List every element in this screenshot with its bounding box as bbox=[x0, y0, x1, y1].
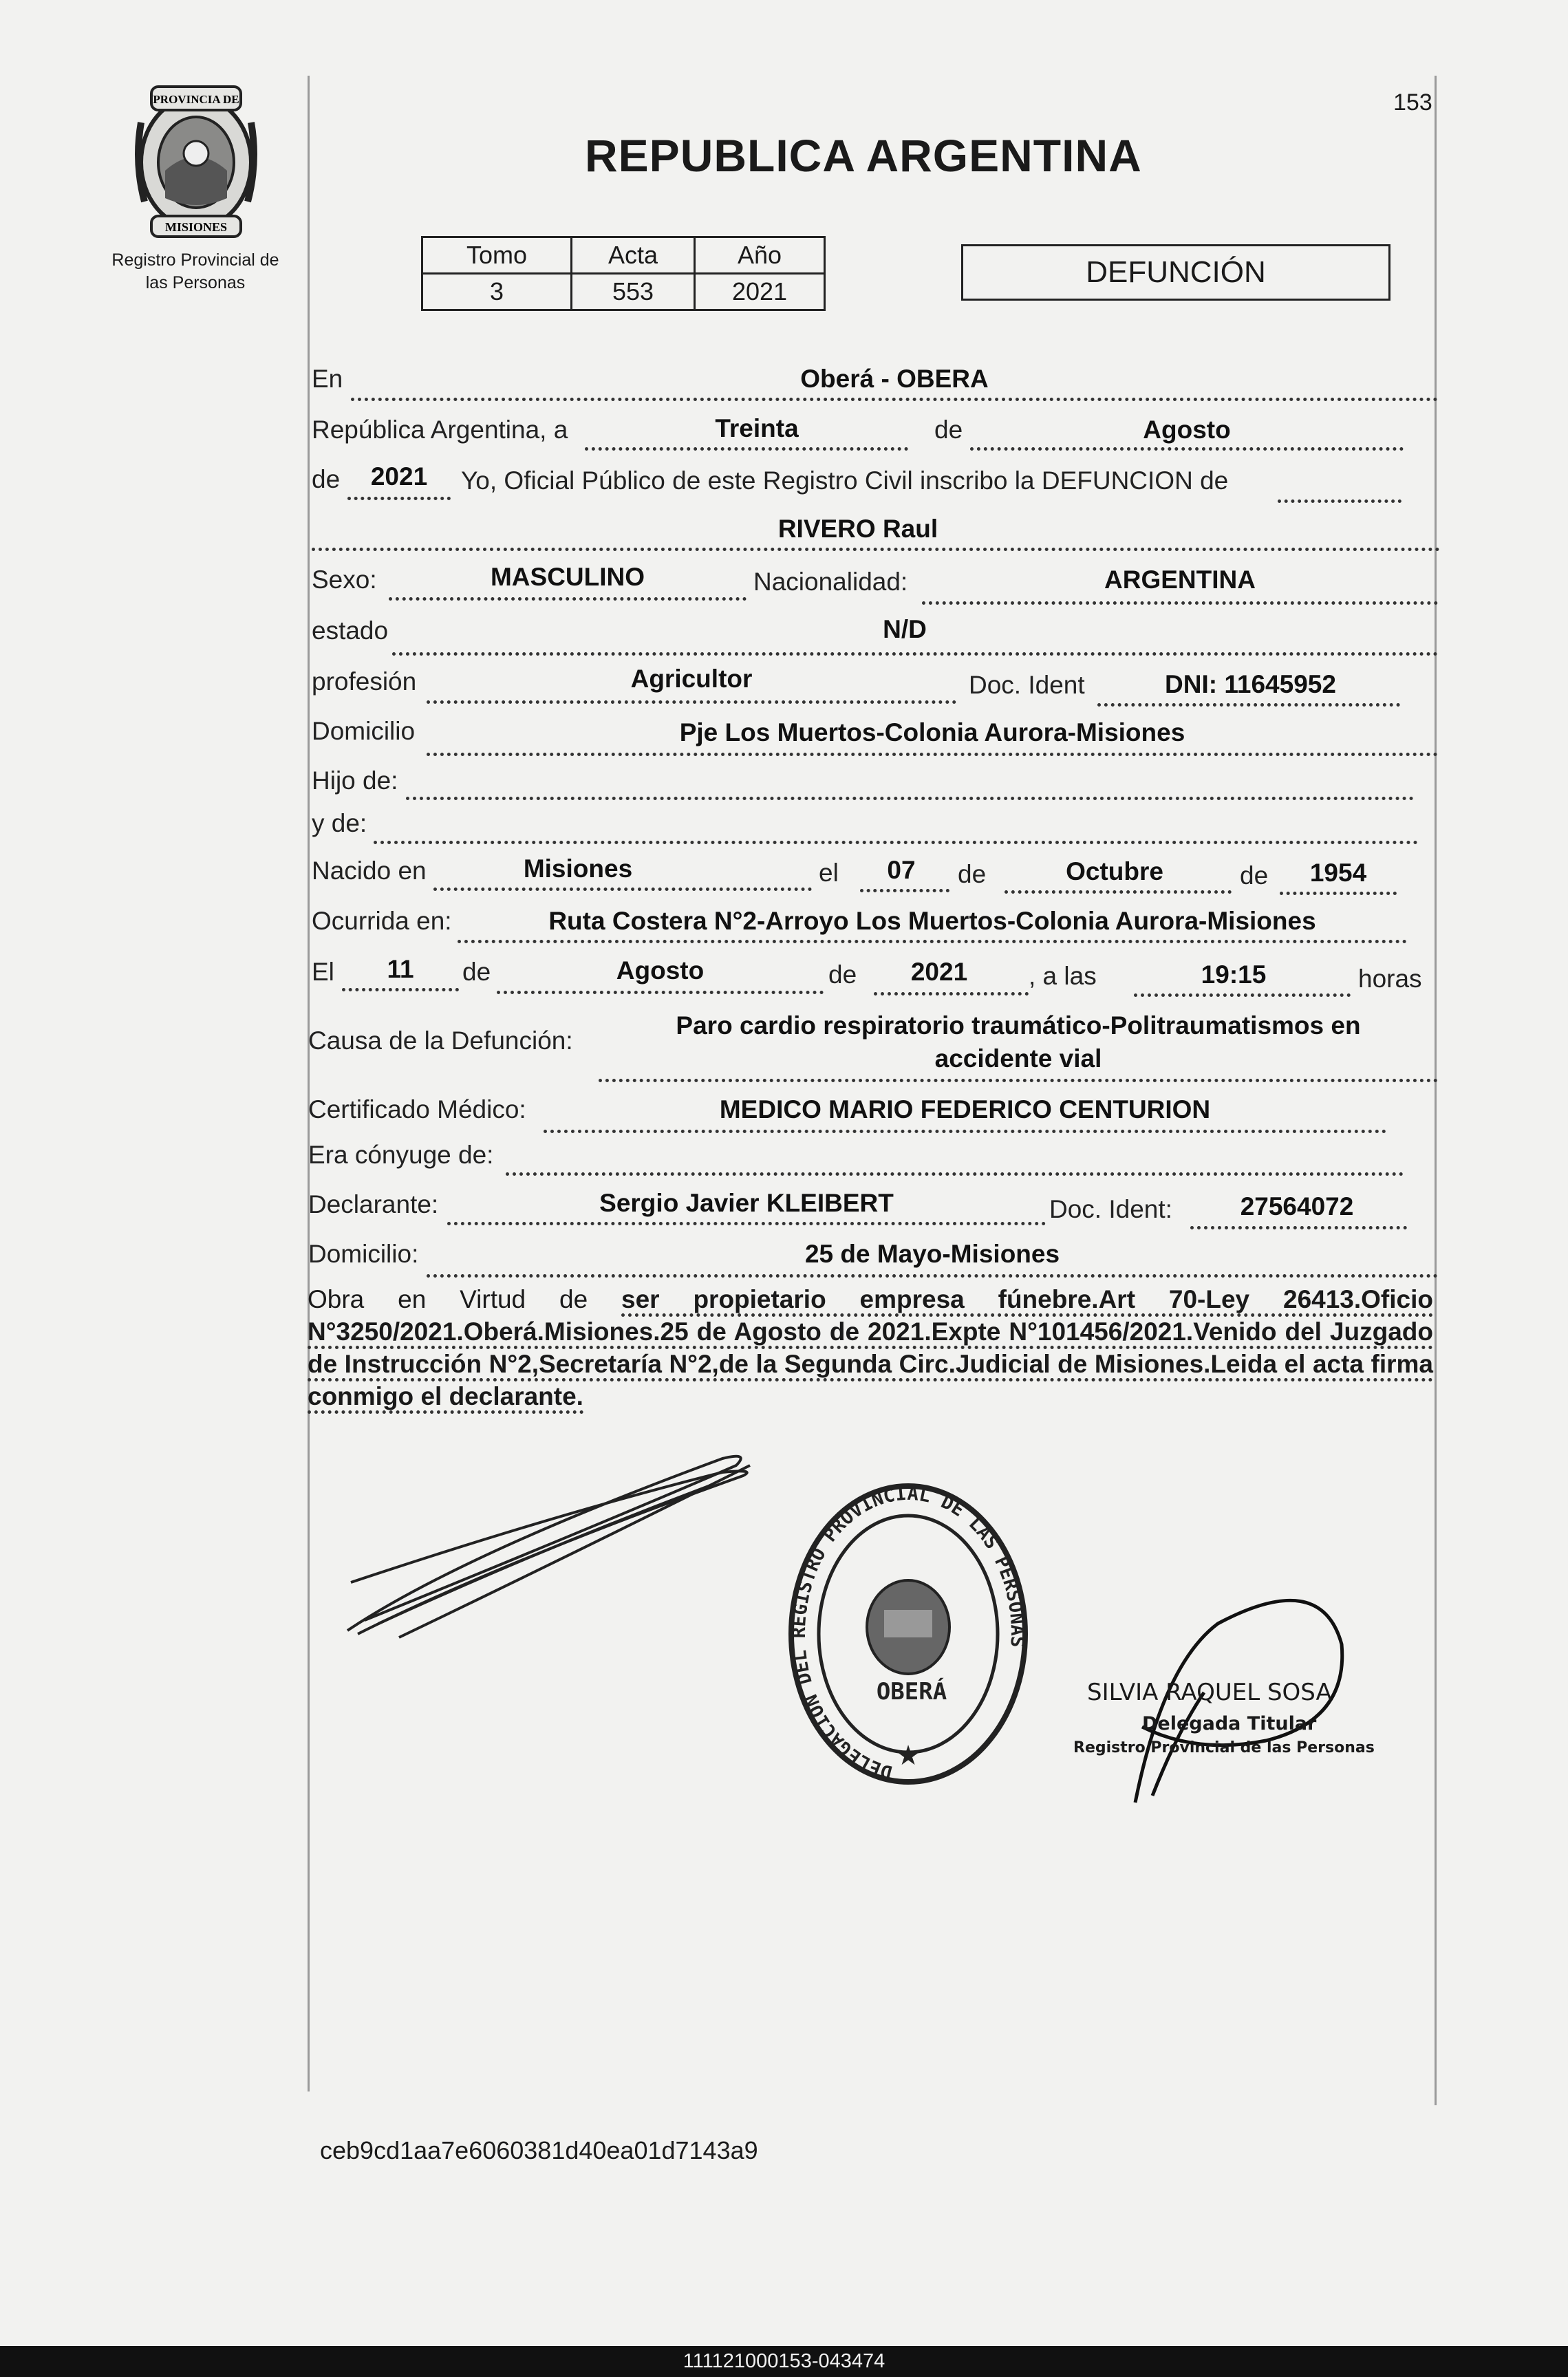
declarante-line bbox=[447, 1222, 1046, 1225]
nac-anio-value: 1954 bbox=[1309, 859, 1367, 887]
def-anio-line bbox=[874, 992, 1029, 996]
hijo-line bbox=[406, 797, 1414, 800]
conyuge-label: Era cónyuge de: bbox=[308, 1141, 494, 1169]
de-label-3: de bbox=[958, 860, 987, 888]
decl-doc-label: Doc. Ident: bbox=[1049, 1195, 1172, 1223]
hora-line bbox=[1134, 993, 1351, 997]
logo-text-bottom: MISIONES bbox=[164, 220, 228, 234]
stamp-center-text: OBERÁ bbox=[876, 1678, 947, 1706]
nac-anio-line bbox=[1280, 892, 1397, 895]
dia-texto-value: Treinta bbox=[715, 414, 799, 442]
def-mes-value: Agosto bbox=[616, 956, 705, 985]
el-label: el bbox=[819, 859, 839, 887]
page-title: REPUBLICA ARGENTINA bbox=[585, 130, 1142, 181]
estado-line bbox=[392, 652, 1438, 656]
reference-value-row bbox=[422, 274, 825, 310]
def-mes-line bbox=[497, 991, 824, 994]
conyuge-line bbox=[506, 1172, 1404, 1176]
oficial-line bbox=[1278, 499, 1401, 503]
ocurrida-label: Ocurrida en: bbox=[312, 907, 452, 935]
mes-line bbox=[970, 447, 1404, 451]
name-line bbox=[312, 548, 1440, 551]
de-label-1: de bbox=[934, 416, 963, 444]
left-margin-line bbox=[308, 76, 310, 2091]
province-coat-of-arms bbox=[124, 81, 268, 239]
signatory-org: Registro Provincial de las Personas bbox=[1073, 1739, 1375, 1756]
obra-paragraph bbox=[308, 1283, 1433, 1412]
declarante-value: Sergio Javier KLEIBERT bbox=[599, 1189, 894, 1217]
causa-label: Causa de la Defunción: bbox=[308, 1026, 573, 1055]
nacido-lugar-line bbox=[433, 888, 812, 891]
footer-code: 111121000153-043474 bbox=[683, 2350, 885, 2372]
def-dia-value: 11 bbox=[387, 955, 414, 983]
declarant-signature bbox=[337, 1438, 764, 1651]
estado-value: N/D bbox=[883, 615, 927, 643]
domicilio-label: Domicilio bbox=[312, 717, 416, 745]
causa-line2: accidente vial bbox=[934, 1044, 1102, 1073]
El-label: El bbox=[312, 958, 334, 986]
org-name-line2: las Personas bbox=[145, 273, 246, 292]
ref-value-acta: 553 bbox=[572, 274, 695, 310]
def-dia-line bbox=[342, 988, 459, 991]
domicilio2-line bbox=[427, 1274, 1438, 1278]
mes-value: Agosto bbox=[1143, 416, 1231, 444]
page-number: 153 bbox=[1393, 89, 1432, 116]
de-label-5: de bbox=[462, 958, 491, 986]
stamp-ring-text: DELEGACION DEL REGISTRO PROVINCIAL DE LAS PERSONAS bbox=[788, 1483, 1029, 1783]
certificado-value: MEDICO MARIO FEDERICO CENTURION bbox=[719, 1095, 1211, 1123]
nac-dia-value: 07 bbox=[887, 856, 916, 884]
domicilio-line bbox=[427, 753, 1438, 756]
doc-value: DNI: 11645952 bbox=[1165, 670, 1336, 698]
de-label-2: de bbox=[312, 465, 341, 493]
yde-line bbox=[374, 841, 1418, 844]
doc-label: Doc. Ident bbox=[969, 671, 1085, 699]
horas-label: horas bbox=[1358, 965, 1422, 993]
anio-value: 2021 bbox=[370, 462, 428, 491]
profesion-label: profesión bbox=[312, 667, 417, 696]
causa-line bbox=[599, 1079, 1438, 1082]
official-stamp bbox=[781, 1472, 1035, 1796]
sexo-value: MASCULINO bbox=[490, 563, 645, 591]
ocurrida-value: Ruta Costera N°2-Arroyo Los Muertos-Colonia Aurora-Misiones bbox=[548, 907, 1316, 935]
domicilio2-value: 25 de Mayo-Misiones bbox=[804, 1240, 1060, 1268]
ref-header-tomo: Tomo bbox=[422, 237, 572, 274]
nacionalidad-line bbox=[922, 601, 1438, 605]
signatory-role: Delegada Titular bbox=[1142, 1713, 1317, 1734]
republica-label: República Argentina, a bbox=[312, 416, 568, 444]
obra-prefix: Obra en Virtud de bbox=[308, 1285, 588, 1313]
profesion-value: Agricultor bbox=[630, 665, 753, 693]
sexo-line bbox=[389, 597, 747, 601]
dia-line bbox=[585, 447, 908, 451]
document-type-box: DEFUNCIÓN bbox=[961, 244, 1390, 301]
hijo-label: Hijo de: bbox=[312, 766, 398, 795]
hora-value: 19:15 bbox=[1201, 960, 1267, 989]
ref-header-anio: Año bbox=[695, 237, 825, 274]
reference-table bbox=[421, 236, 826, 311]
oficial-text: Yo, Oficial Público de este Registro Civil inscribo la DEFUNCION de bbox=[461, 466, 1229, 495]
decl-doc-value: 27564072 bbox=[1240, 1192, 1354, 1220]
decl-doc-line bbox=[1190, 1226, 1407, 1229]
ocurrida-line bbox=[458, 940, 1407, 943]
domicilio2-label: Domicilio: bbox=[308, 1240, 419, 1268]
en-value: Oberá - OBERA bbox=[800, 365, 989, 393]
nacionalidad-label: Nacionalidad: bbox=[753, 568, 908, 596]
org-name bbox=[92, 249, 299, 294]
en-line bbox=[351, 398, 1438, 401]
de-label-6: de bbox=[828, 960, 857, 989]
de-label-4: de bbox=[1240, 861, 1269, 890]
obra-text: ser propietario empresa fúnebre.Art 70-Ley 26413.Oficio N°3250/2021.Oberá.Misiones.25 de Agosto de 2021.Expte N°101456/2021.Venido del Juzgado de Instrucción N°2,Secretaría N°2,de la Segunda Circ.Judicial de Misiones.Leida el acta firma conmigo el declarante. bbox=[308, 1285, 1433, 1414]
nacido-lugar-value: Misiones bbox=[523, 854, 633, 883]
nacionalidad-value: ARGENTINA bbox=[1104, 566, 1256, 594]
deceased-name: RIVERO Raul bbox=[777, 515, 938, 543]
signatory-name: SILVIA RAQUEL SOSA bbox=[1087, 1679, 1332, 1706]
ref-header-acta: Acta bbox=[572, 237, 695, 274]
def-anio-value: 2021 bbox=[910, 958, 968, 986]
certificado-label: Certificado Médico: bbox=[308, 1095, 526, 1123]
document-hash: ceb9cd1aa7e6060381d40ea01d7143a9 bbox=[320, 2136, 758, 2164]
stamp-star-icon: ★ bbox=[896, 1741, 921, 1771]
causa-line1: Paro cardio respiratorio traumático-Politraumatismos en bbox=[676, 1011, 1361, 1040]
profesion-line bbox=[427, 700, 956, 704]
reference-header-row bbox=[422, 237, 825, 274]
ref-value-tomo: 3 bbox=[422, 274, 572, 310]
estado-label: estado bbox=[312, 616, 389, 645]
en-label: En bbox=[312, 365, 343, 393]
sexo-label: Sexo: bbox=[312, 566, 377, 594]
nac-dia-line bbox=[860, 889, 949, 892]
nacido-label: Nacido en bbox=[312, 857, 427, 885]
right-margin-line bbox=[1435, 76, 1437, 2105]
certificado-line bbox=[544, 1130, 1386, 1133]
doc-line bbox=[1097, 703, 1400, 707]
footer-barcode-bar bbox=[0, 2346, 1568, 2377]
a-las-label: , a las bbox=[1029, 962, 1097, 990]
ref-value-anio: 2021 bbox=[695, 274, 825, 310]
logo-text-top: PROVINCIA DE bbox=[153, 93, 239, 106]
nac-mes-line bbox=[1005, 890, 1232, 894]
yde-label: y de: bbox=[312, 809, 367, 837]
domicilio-value: Pje Los Muertos-Colonia Aurora-Misiones bbox=[679, 718, 1185, 746]
anio-line bbox=[347, 497, 451, 500]
org-name-line1: Registro Provincial de bbox=[111, 250, 279, 270]
declarante-label: Declarante: bbox=[308, 1190, 439, 1218]
nac-mes-value: Octubre bbox=[1066, 857, 1163, 885]
